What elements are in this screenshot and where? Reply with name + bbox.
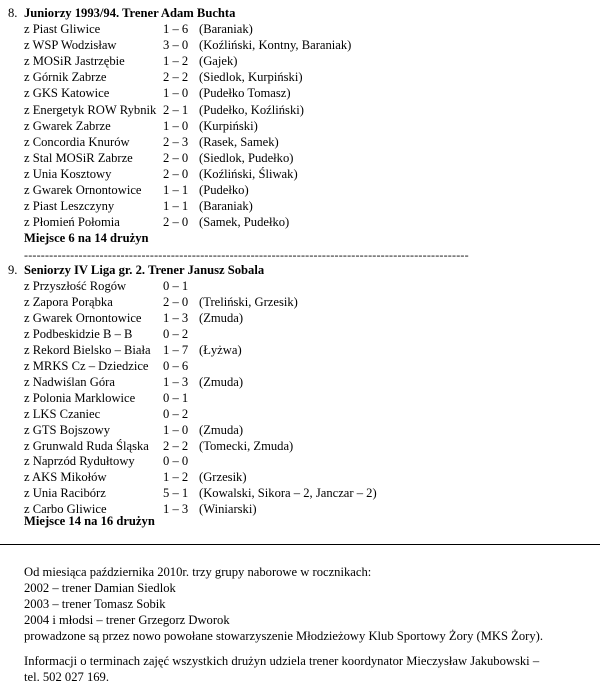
goal-scorers: (Zmuda) [199, 374, 244, 389]
goal-scorers: (Kurpiński) [199, 118, 258, 133]
match-score: 3 – 0 [163, 38, 189, 53]
match-score: 2 – 0 [163, 166, 189, 181]
goal-scorers: (Samek, Pudełko) [199, 215, 290, 230]
match-score: 2 – 3 [163, 134, 189, 149]
opponent-name: z Rekord Bielsko – Biała [24, 342, 151, 357]
opponent-name: z Gwarek Ornontowice [24, 310, 142, 325]
goal-scorers: (Pudełko) [199, 183, 249, 197]
dashed-separator: ---------------------------------------------------------------------------------------------------------- [24, 248, 469, 262]
match-score: 1 – 1 [163, 199, 189, 214]
goal-scorers: (Pudełko, Koźliński) [199, 102, 304, 117]
opponent-name: z Piast Gliwice [24, 22, 101, 36]
opponent-name: z Naprzód Rydułtowy [24, 454, 135, 469]
goal-scorers: (Treliński, Grzesik) [199, 294, 298, 309]
opponent-name: z Energetyk ROW Rybnik [24, 102, 157, 117]
goal-scorers: (Gajek) [199, 54, 238, 69]
opponent-name: z GKS Katowice [24, 86, 110, 101]
opponent-name: z WSP Wodzisław [24, 38, 117, 53]
goal-scorers: (Siedlok, Kurpiński) [199, 70, 303, 85]
opponent-name: z LKS Czaniec [24, 406, 101, 421]
match-score: 1 – 7 [163, 342, 189, 357]
goal-scorers: (Łyżwa) [199, 342, 242, 357]
match-score: 5 – 1 [163, 486, 189, 501]
horizontal-divider [0, 544, 600, 545]
match-score: 0 – 0 [163, 454, 189, 469]
footer-line: tel. 502 027 169. [24, 670, 110, 684]
opponent-name: z MRKS Cz – Dziedzice [24, 358, 149, 373]
goal-scorers: (Koźliński, Śliwak) [199, 166, 298, 181]
opponent-name: z Unia Kosztowy [24, 166, 112, 181]
opponent-name: z Nadwiślan Góra [24, 374, 115, 389]
match-score: 0 – 2 [163, 406, 189, 421]
footer-line: Informacji o terminach zajęć wszystkich drużyn udziela trener koordynator Mieczysław Jakubowski – [24, 654, 540, 668]
opponent-name: z Górnik Zabrze [24, 70, 107, 85]
opponent-name: z Zapora Porąbka [24, 294, 113, 309]
section-number: 8. [8, 6, 18, 20]
goal-scorers: (Baraniak) [199, 22, 253, 36]
match-score: 1 – 2 [163, 470, 189, 485]
footer-line: prowadzone są przez nowo powołane stowarzyszenie Młodzieżowy Klub Sportowy Żory (MKS Żory). [24, 629, 544, 643]
match-score: 1 – 0 [163, 86, 189, 101]
match-score: 2 – 0 [163, 215, 189, 230]
opponent-name: z Stal MOSiR Zabrze [24, 150, 133, 165]
opponent-name: z Unia Racibórz [24, 486, 106, 501]
opponent-name: z Przyszłość Rogów [24, 279, 127, 293]
match-score: 0 – 1 [163, 390, 189, 405]
goal-scorers: (Pudełko Tomasz) [199, 86, 291, 101]
goal-scorers: (Winiarski) [199, 502, 257, 517]
opponent-name: z Gwarek Ornontowice [24, 183, 142, 197]
opponent-name: z Gwarek Zabrze [24, 118, 111, 133]
section-heading: Juniorzy 1993/94. Trener Adam Buchta [24, 6, 236, 20]
match-score: 0 – 1 [163, 279, 189, 293]
match-score: 0 – 2 [163, 326, 189, 341]
opponent-name: z Płomień Połomia [24, 215, 120, 230]
match-score: 2 – 0 [163, 294, 189, 309]
match-score: 1 – 0 [163, 422, 189, 437]
match-score: 1 – 3 [163, 310, 189, 325]
opponent-name: z Concordia Knurów [24, 134, 130, 149]
match-score: 0 – 6 [163, 358, 189, 373]
opponent-name: z AKS Mikołów [24, 470, 107, 485]
goal-scorers: (Siedlok, Pudełko) [199, 150, 294, 165]
opponent-name: z Polonia Marklowice [24, 390, 136, 405]
match-score: 1 – 3 [163, 374, 189, 389]
match-score: 2 – 2 [163, 70, 189, 85]
footer-line: Od miesiąca października 2010r. trzy grupy naborowe w rocznikach: [24, 565, 372, 579]
match-score: 1 – 0 [163, 118, 189, 133]
section-heading: Seniorzy IV Liga gr. 2. Trener Janusz Sobala [24, 263, 265, 277]
match-score: 1 – 2 [163, 54, 189, 69]
opponent-name: z Grunwald Ruda Śląska [24, 438, 149, 453]
opponent-name: z Piast Leszczyny [24, 199, 115, 214]
goal-scorers: (Zmuda) [199, 310, 244, 325]
match-score: 1 – 6 [163, 22, 189, 36]
spacer [24, 644, 543, 653]
goal-scorers: (Baraniak) [199, 199, 253, 214]
opponent-name: z Carbo Gliwice [24, 502, 107, 517]
footer-notes [24, 564, 543, 685]
footer-line: 2002 – trener Damian Siedlok [24, 581, 176, 595]
league-place: Miejsce 6 na 14 drużyn [24, 231, 149, 245]
section-number: 9. [8, 263, 18, 277]
goal-scorers: (Grzesik) [199, 470, 247, 485]
goal-scorers: (Koźliński, Kontny, Baraniak) [199, 38, 352, 53]
match-score: 1 – 1 [163, 183, 189, 197]
match-score: 2 – 1 [163, 102, 189, 117]
match-score: 1 – 3 [163, 502, 189, 517]
goal-scorers: (Kowalski, Sikora – 2, Janczar – 2) [199, 486, 377, 501]
goal-scorers: (Rasek, Samek) [199, 134, 279, 149]
league-place: Miejsce 14 na 16 drużyn [24, 514, 155, 528]
goal-scorers: (Tomecki, Zmuda) [199, 438, 294, 453]
match-score: 2 – 0 [163, 150, 189, 165]
opponent-name: z GTS Bojszowy [24, 422, 111, 437]
footer-line: 2003 – trener Tomasz Sobik [24, 597, 166, 611]
opponent-name: z Podbeskidzie B – B [24, 326, 133, 341]
opponent-name: z MOSiR Jastrzębie [24, 54, 125, 69]
footer-line: 2004 i młodsi – trener Grzegorz Dworok [24, 613, 230, 627]
match-score: 2 – 2 [163, 438, 189, 453]
goal-scorers: (Zmuda) [199, 422, 244, 437]
